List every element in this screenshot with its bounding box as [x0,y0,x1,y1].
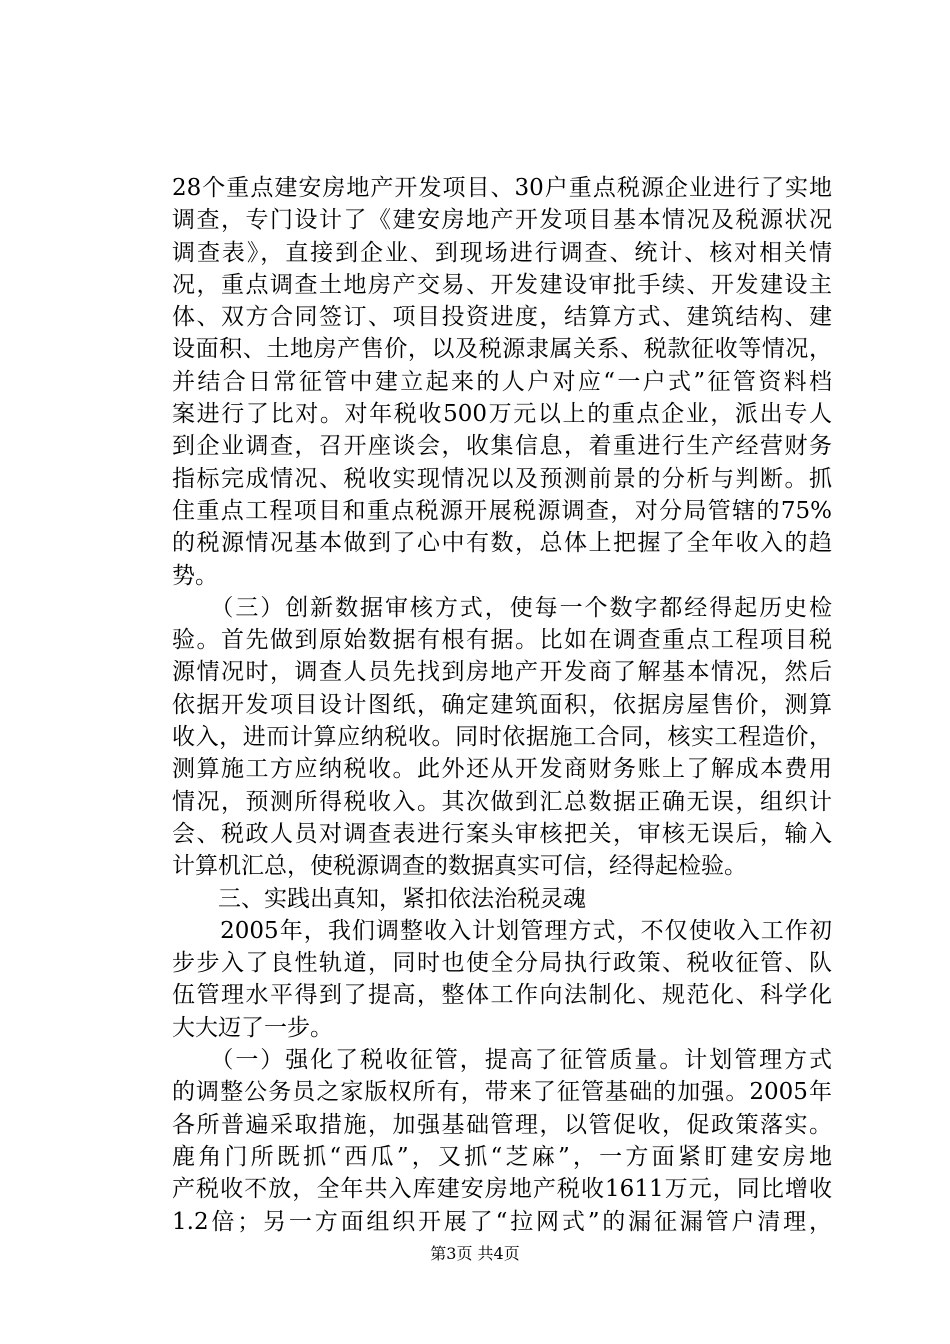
text-line: 况，重点调查土地房产交易、开发建设审批手续、开发建设主 [172,271,832,298]
page-footer: 第3页 共4页 [430,1244,520,1263]
text-line: 步步入了良性轨道，同时也使全分局执行政策、税收征管、队 [172,950,832,977]
text-line: 依据开发项目设计图纸，确定建筑面积，依据房屋售价，测算 [172,691,832,718]
text-line: 调查表》，直接到企业、到现场进行调查、统计、核对相关情 [172,239,832,266]
text-line: 的调整公务员之家版权所有，带来了征管基础的加强。2005年 [172,1079,832,1106]
text-line: 28个重点建安房地产开发项目、30户重点税源企业进行了实地 [172,175,832,201]
text-line: 指标完成情况、税收实现情况以及预测前景的分析与判断。抓 [172,465,832,492]
text-line: 会、税政人员对调查表进行案头审核把关，审核无误后，输入 [172,820,832,847]
text-line: 调查，专门设计了《建安房地产开发项目基本情况及税源状况 [172,207,832,234]
text-line: 测算施工方应纳税收。此外还从开发商财务账上了解成本费用 [172,756,832,783]
text-line: 计算机汇总，使税源调查的数据真实可信，经得起检验。 [172,853,747,880]
text-line: 产税收不放，全年共入库建安房地产税收1611万元，同比增收 [172,1176,832,1203]
text-line: 设面积、土地房产售价，以及税源隶属关系、税款征收等情况， [172,336,832,363]
text-line: 各所普遍采取措施，加强基础管理，以管促收，促政策落实。 [172,1111,832,1138]
text-line: 三、实践出真知，紧扣依法治税灵魂 [172,885,586,912]
text-line: 收入，进而计算应纳税收。同时依据施工合同，核实工程造价， [172,724,832,751]
text-line: 并结合日常征管中建立起来的人户对应“一户式”征管资料档 [172,368,832,395]
text-line: （三）创新数据审核方式，使每一个数字都经得起历史检 [172,594,832,621]
text-line: （一）强化了税收征管，提高了征管质量。计划管理方式 [172,1047,832,1074]
text-line: 情况，预测所得税收入。其次做到汇总数据正确无误，组织计 [172,788,832,815]
text-line: 2005年，我们调整收入计划管理方式，不仅使收入工作初 [172,917,832,944]
text-line: 案进行了比对。对年税收500万元以上的重点企业，派出专人 [172,401,832,428]
text-line: 大大迈了一步。 [172,1014,333,1041]
text-line: 势。 [172,562,218,589]
text-line: 到企业调查，召开座谈会，收集信息，着重进行生产经营财务 [172,433,832,460]
text-line: 的税源情况基本做到了心中有数，总体上把握了全年收入的趋 [172,530,832,557]
text-line: 验。首先做到原始数据有根有据。比如在调查重点工程项目税 [172,627,832,654]
text-line: 体、双方合同签订、项目投资进度，结算方式、建筑结构、建 [172,304,832,331]
document-body [172,172,832,1238]
text-line: 源情况时，调查人员先找到房地产开发商了解基本情况，然后 [172,659,832,686]
text-line: 鹿角门所既抓“西瓜”，又抓“芝麻”，一方面紧盯建安房地 [172,1143,832,1170]
text-line: 1.2倍；另一方面组织开展了“拉网式”的漏征漏管户清理， [172,1208,832,1235]
text-line: 伍管理水平得到了提高，整体工作向法制化、规范化、科学化 [172,982,832,1009]
text-line: 住重点工程项目和重点税源开展税源调查，对分局管辖的75% [172,497,832,524]
